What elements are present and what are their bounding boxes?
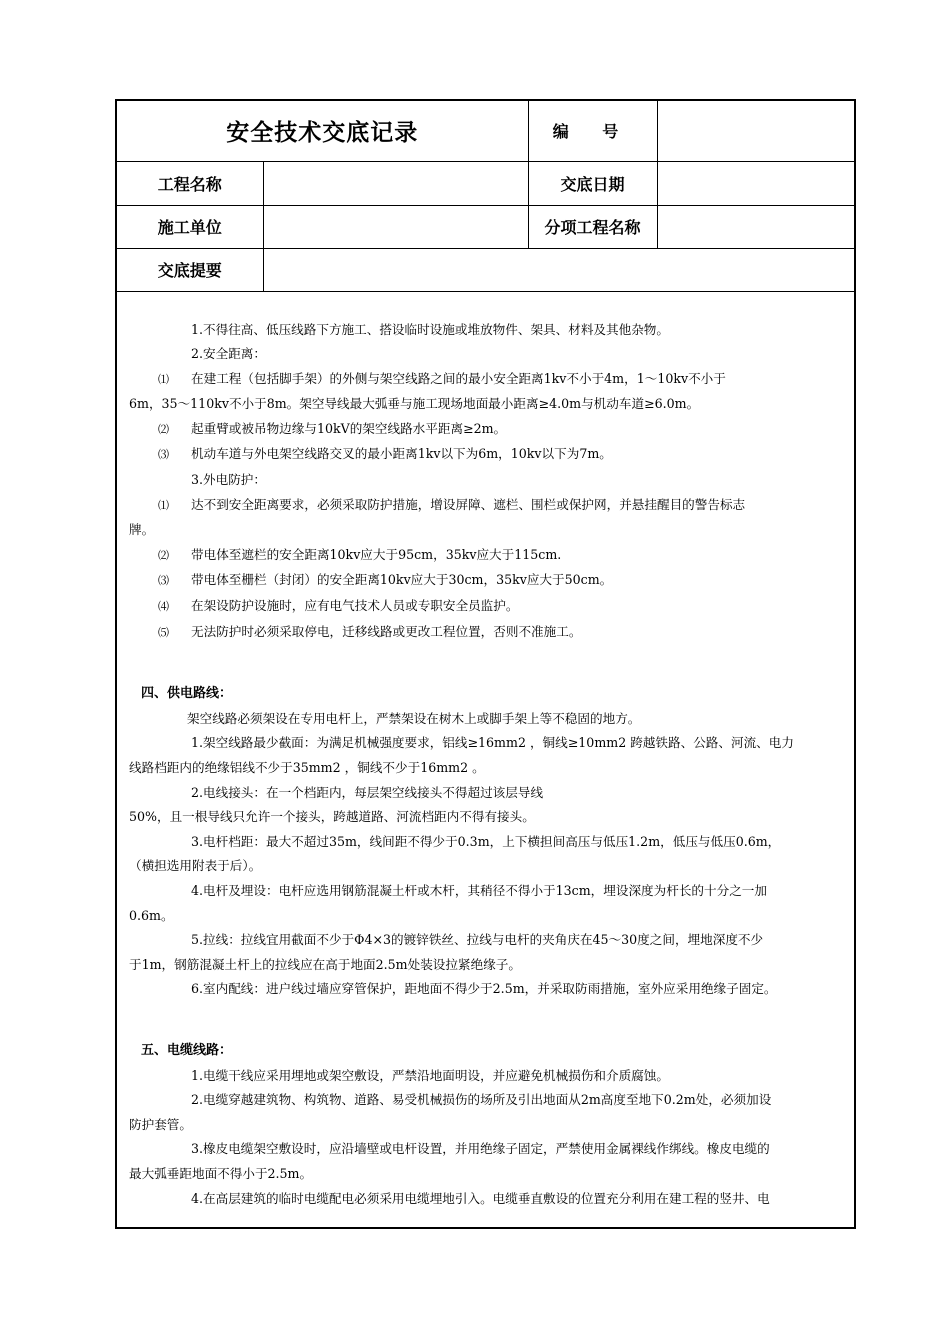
item-text: 带电体至栅栏（封闭）的安全距离10kv应大于30cm，35kv应大于50cm。 <box>191 572 613 588</box>
paragraph: 4.电杆及埋设：电杆应选用钢筋混凝土杆或木杆，其稍径不得小于13cm，埋设深度为杆长的十分之一加 <box>191 882 767 898</box>
section-heading: 四、供电路线： <box>141 686 233 702</box>
safety-briefing-form <box>115 99 856 1229</box>
item-text: 无法防护时必须采取停电，迁移线路或更改工程位置，否则不准施工。 <box>191 623 582 639</box>
paragraph: 2.电线接头：在一个档距内，每层架空线接头不得超过该层导线 <box>191 784 544 800</box>
number-field[interactable] <box>657 101 854 161</box>
project-name-field[interactable] <box>263 161 528 205</box>
paragraph: 1.电缆干线应采用埋地或架空敷设，严禁沿地面明设，并应避免机械损伤和介质腐蚀。 <box>191 1067 669 1083</box>
item-text: 带电体至遮栏的安全距离10kv应大于95cm，35kv应大于115cm. <box>191 546 562 562</box>
item-number: ⑷ <box>158 600 169 614</box>
paragraph: 1.不得往高、低压线路下方施工、搭设临时设施或堆放物件、架具、材料及其他杂物。 <box>191 321 669 337</box>
item-text: 在架设防护设施时，应有电气技术人员或专职安全员监护。 <box>191 598 519 614</box>
item-number: ⑵ <box>158 422 169 436</box>
paragraph: 5.拉线：拉线宜用截面不少于Φ4×3的镀锌铁丝、拉线与电杆的夹角庆在45～30度之间，埋地深度不少 <box>191 932 764 948</box>
item-number: ⑸ <box>158 625 169 639</box>
paragraph: 牌。 <box>129 522 155 538</box>
date-field[interactable] <box>657 161 854 205</box>
item-text: 在建工程（包括脚手架）的外侧与架空线路之间的最小安全距离1kv不小于4m，1～10kv不小于 <box>191 370 726 386</box>
paragraph: 2.电缆穿越建筑物、构筑物、道路、易受机械损伤的场所及引出地面从2m高度至地下0.2m处，必须加设 <box>191 1092 772 1108</box>
paragraph: 3.电杆档距：最大不超过35m，线间距不得少于0.3m，上下横担间高压与低压1.2m，低压与低压0.6m， <box>191 833 781 849</box>
sub-item <box>129 620 842 646</box>
paragraph: 6.室内配线：进户线过墙应穿管保护，距地面不得少于2.5m，并采取防雨措施，室外应采用绝缘子固定。 <box>191 981 777 997</box>
item-number: ⑵ <box>158 548 169 562</box>
sub-item <box>129 543 842 569</box>
sub-project-field[interactable] <box>657 205 854 248</box>
sub-project-label: 分项工程名称 <box>528 205 657 248</box>
number-label: 编 号 <box>528 101 657 161</box>
paragraph: （横担选用附表于后）。 <box>129 858 262 874</box>
paragraph: 于1m，钢筋混凝土杆上的拉线应在高于地面2.5m处装设拉紧绝缘子。 <box>129 956 521 972</box>
spacer <box>129 1002 842 1039</box>
paragraph: 6m，35～110kv不小于8m。架空导线最大弧垂与施工现场地面最小距离≥4.0m与机动车道≥6.0m。 <box>129 396 700 412</box>
unit-label: 施工单位 <box>117 205 263 248</box>
form-header-table <box>117 101 854 292</box>
paragraph: 1.架空线路最少截面：为满足机械强度要求，铝线≥16mm2 ，铜线≥10mm2 跨越铁路、公路、河流、电力 <box>191 735 794 751</box>
sub-item <box>129 594 842 620</box>
paragraph: 3.外电防护： <box>191 472 266 488</box>
section-heading: 五、电缆线路： <box>141 1042 233 1058</box>
paragraph: 线路档距内的绝缘铝线不少于35mm2 ，铜线不少于16mm2 。 <box>129 760 485 775</box>
sub-item <box>129 367 842 393</box>
paragraph: 4.在高层建筑的临时电缆配电必须采用电缆埋地引入。电缆垂直敷设的位置充分利用在建工程的竖井、电 <box>191 1190 770 1206</box>
unit-field[interactable] <box>263 205 528 248</box>
form-title: 安全技术交底记录 <box>117 101 528 161</box>
sub-item <box>129 568 842 594</box>
paragraph: 50%，且一根导线只允许一个接头，跨越道路、河流档距内不得有接头。 <box>129 809 535 825</box>
paragraph: 2.安全距离： <box>191 346 266 362</box>
item-number: ⑶ <box>158 574 169 588</box>
item-number: ⑴ <box>158 498 169 512</box>
paragraph: 3.橡皮电缆架空敷设时，应沿墙壁或电杆设置，并用绝缘子固定，严禁使用金属裸线作绑线。橡皮电缆的 <box>191 1141 770 1157</box>
paragraph: 0.6m。 <box>129 907 174 923</box>
briefing-content <box>117 292 854 1212</box>
spacer <box>129 645 842 682</box>
item-text: 达不到安全距离要求，必须采取防护措施，增设屏障、遮栏、围栏或保护网，并悬挂醒目的警告标志 <box>191 496 746 512</box>
item-number: ⑴ <box>158 372 169 386</box>
item-number: ⑶ <box>158 448 169 462</box>
paragraph: 架空线路必须架设在专用电杆上，严禁架设在树木上或脚手架上等不稳固的地方。 <box>187 710 641 726</box>
sub-item <box>129 442 842 468</box>
project-name-label: 工程名称 <box>117 161 263 205</box>
paragraph: 最大弧垂距地面不得小于2.5m。 <box>129 1165 313 1181</box>
sub-item <box>129 493 842 519</box>
summary-label: 交底提要 <box>117 248 263 291</box>
item-text: 机动车道与外电架空线路交叉的最小距离1kv以下为6m，10kv以下为7m。 <box>191 446 612 462</box>
summary-field[interactable] <box>263 248 854 291</box>
sub-item <box>129 417 842 443</box>
paragraph: 防护套管。 <box>129 1116 192 1132</box>
date-label: 交底日期 <box>528 161 657 205</box>
item-text: 起重臂或被吊物边缘与10kV的架空线路水平距离≥2m。 <box>191 420 507 436</box>
